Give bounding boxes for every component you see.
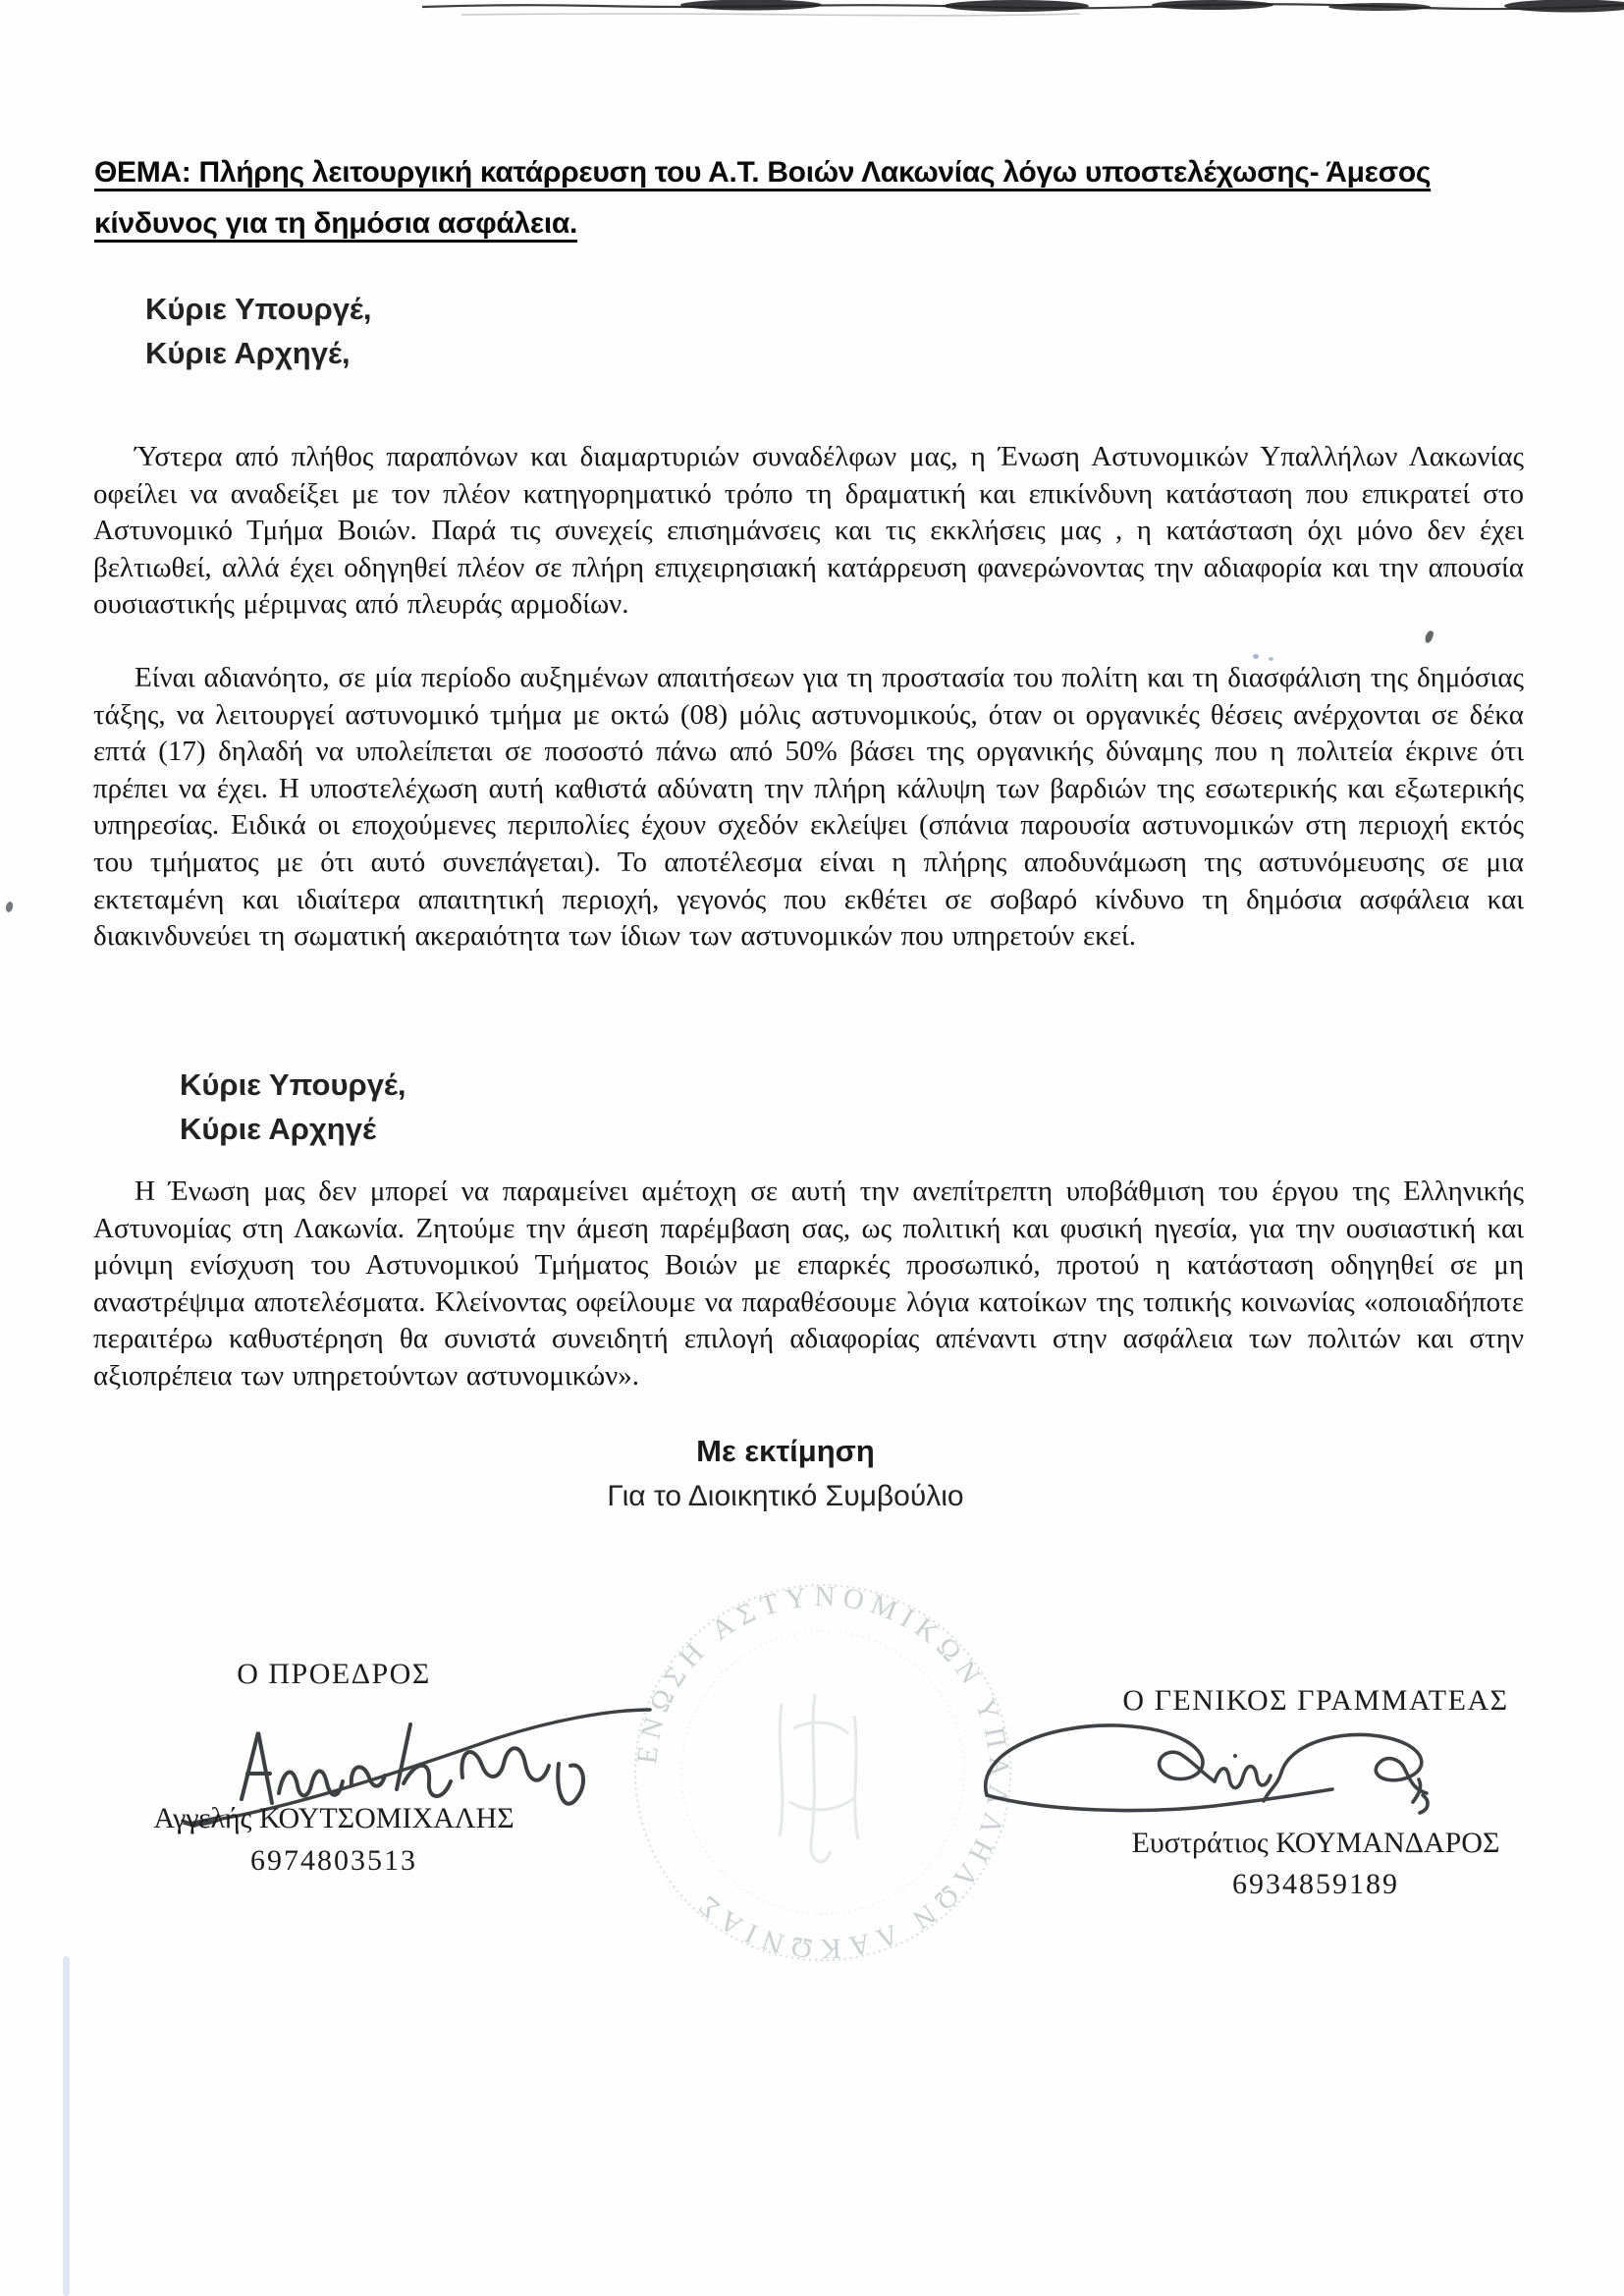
body-paragraph-1: Ύστερα από πλήθος παραπόνων και διαμαρτυριών συναδέλφων μας, η Ένωση Αστυνομικών Υπαλλήλων Λακωνίας οφείλει να αναδείξει με τον πλέον κατηγορηματικό τρόπο τη δραματική και επικίνδυνη κατάσταση που επικρατεί στο Αστυνομικό Τμήμα Βοιών. Παρά τις συνεχείς επισημάνσεις και τις εκκλήσεις μας , η κατάσταση όχι μόνο δεν έχει βελτιωθεί, αλλά έχει οδηγηθεί πλέον σε πλήρη επιχειρησιακή κατάρρευση φανερώνοντας την αδιαφορία και την απουσία ουσιαστικής μέριμνας από πλευράς αρμοδίων. — [93, 441, 1524, 621]
scan-speck-right — [1424, 629, 1435, 644]
president-phone: 6974803513 — [250, 1844, 417, 1877]
salutation-chief: Κύριε Αρχηγέ, — [145, 336, 351, 370]
stamp-center-emblem — [780, 1694, 858, 1862]
secretary-signature — [967, 1711, 1448, 1833]
president-name: Αγγελής ΚΟΥΤΣΟΜΙΧΑΛΗΣ — [153, 1802, 514, 1834]
salutation-second — [180, 1063, 406, 1151]
scan-speck-left-margin — [5, 901, 14, 912]
scan-top-edge-artifact — [0, 0, 1624, 26]
closing-regards: Με εκτίμηση — [696, 1434, 875, 1468]
closing-for-board: Για το Διοικητικό Συμβούλιο — [607, 1480, 964, 1512]
stamp-ring-text-path: ΕΝΩΣΗ ΑΣΤΥΝΟΜΙΚΩΝ ΥΠΑΛΛΗΛΩΝ ΛΑΚΩΝΙΑΣ — [630, 1580, 1015, 1965]
secretary-name: Ευστράτιος ΚΟΥΜΑΝΔΑΡΟΣ — [1131, 1827, 1500, 1859]
salutation-minister-2: Κύριε Υπουργέ, — [180, 1067, 406, 1102]
secretary-title: Ο ΓΕΝΙΚΟΣ ΓΡΑΜΜΑΤΕΑΣ — [1122, 1684, 1509, 1717]
salutation-chief-2: Κύριε Αρχηγέ — [180, 1112, 376, 1146]
scan-speck-blue-1 — [1253, 654, 1259, 659]
subject-line-2: κίνδυνος για τη δημόσια ασφάλεια. — [94, 207, 578, 240]
body-paragraph-3: Η Ένωση μας δεν μπορεί να παραμείνει αμέτοχη σε αυτή την ανεπίτρεπτη υποβάθμιση του έργου της Ελληνικής Αστυνομίας στη Λακωνία. Ζητούμε την άμεση παρέμβαση σας, ως πολιτική και φυσική ηγεσία, για την ουσιαστική και μόνιμη ενίσχυση του Αστυνομικού Τμήματος Βοιών με επαρκές προσωπικό, προτού η κατάσταση οδηγηθεί σε μη αναστρέψιμα αποτελέσματα. Κλείνοντας οφείλουμε να παραθέσουμε λόγια κατοίκων της τοπικής κοινωνίας «οποιαδήποτε περαιτέρω καθυστέρηση θα συνιστά συνειδητή επιλογή αδιαφορίας απέναντι στην ασφάλεια των πολιτών και στην αξιοπρέπεια των υπηρετούντων αστυνομικών». — [93, 1175, 1524, 1392]
closing-block — [295, 1429, 1276, 1519]
stamp-inner-ring — [681, 1631, 964, 1914]
president-title: Ο ΠΡΟΕΔΡΟΣ — [237, 1658, 431, 1690]
salutation-minister: Κύριε Υπουργέ, — [145, 292, 372, 326]
salutation-first — [145, 287, 372, 375]
subject-heading — [94, 147, 1565, 249]
subject-line-1: ΘΕΜΑ: Πλήρης λειτουργική κατάρρευση του Α.Τ. Βοιών Λακωνίας λόγω υποστελέχωσης- Άμεσος — [94, 156, 1432, 189]
secretary-phone: 6934859189 — [1232, 1868, 1399, 1900]
body-paragraph-2: Είναι αδιανόητο, σε μία περίοδο αυξημένων απαιτήσεων για τη προστασία του πολίτη και τη διασφάλιση της δημόσιας τάξης, να λειτουργεί αστυνομικό τμήμα με οκτώ (08) μόλις αστυνομικούς, όταν οι οργανικές θέσεις ανέρχονται σε δέκα επτά (17) δηλαδή να υπολείπεται σε ποσοστό πάνω από 50% βάσει της οργανικής δύναμης που η πολιτεία έκρινε ότι πρέπει να έχει. Η υποστελέχωση αυτή καθιστά αδύνατη την πλήρη κάλυψη των βαρδιών της εσωτερικής και εξωτερικής υπηρεσίας. Ειδικά οι εποχούμενες περιπολίες έχουν σχεδόν εκλείψει (σπάνια παρουσία αστυνομικών στη περιοχή εκτός του τμήματος με ότι αυτό συνεπάγεται). Το αποτέλεσμα είναι η πλήρης αποδυνάμωση της αστυνόμευσης σε μια εκτεταμένη και ιδιαίτερα απαιτητική περιοχή, γεγονός που εκθέτει σε σοβαρό κίνδυνο τη δημόσια ασφάλεια και διακινδυνεύει τη σωματική ακεραιότητα των ίδιων των αστυνομικών που υπηρετούν εκεί. — [93, 662, 1524, 953]
scan-speck-blue-2 — [1269, 657, 1273, 661]
scan-blue-strip-bottom-left — [63, 1956, 70, 2296]
